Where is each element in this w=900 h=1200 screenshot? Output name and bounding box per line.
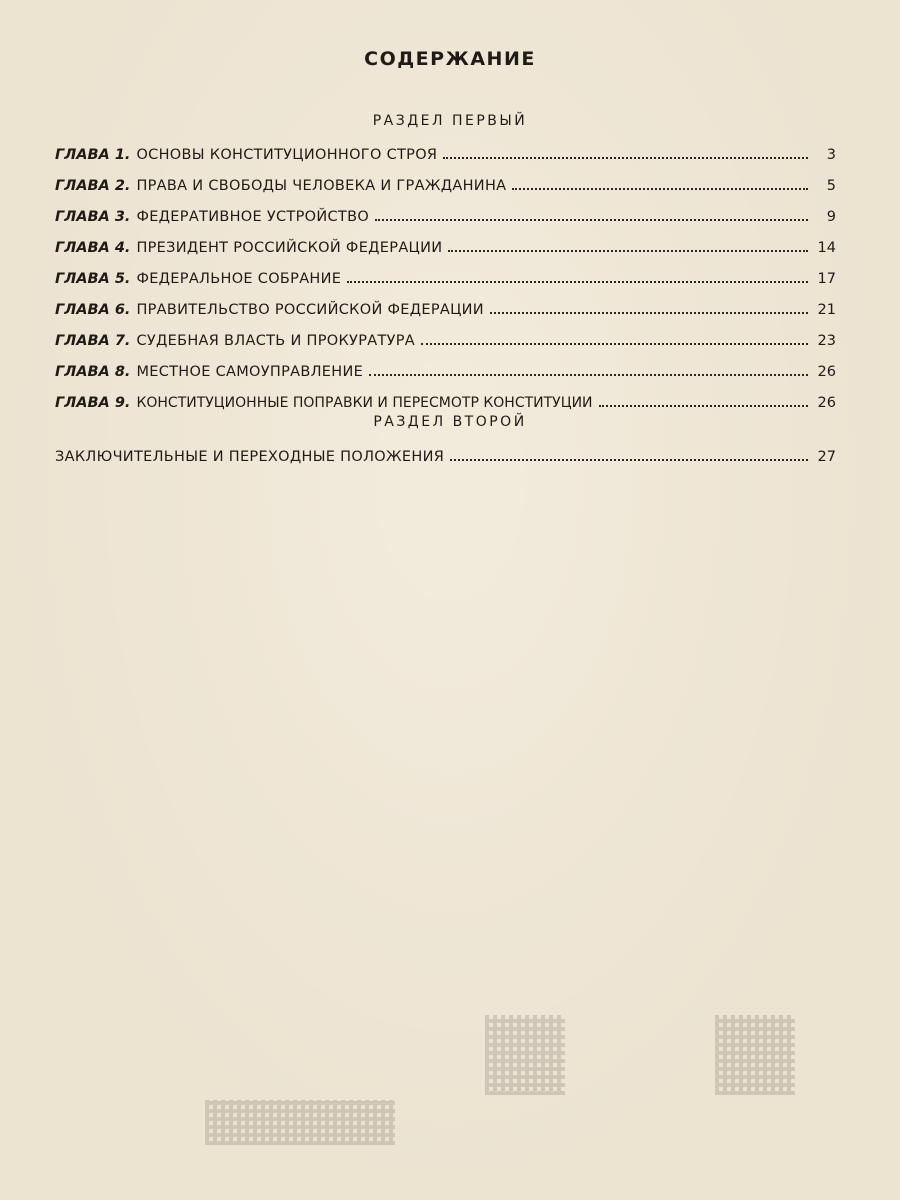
toc-entry-chapter-8[interactable]: [55, 358, 836, 380]
entry-title: ЗАКЛЮЧИТЕЛЬНЫЕ И ПЕРЕХОДНЫЕ ПОЛОЖЕНИЯ: [55, 449, 445, 465]
chapter-title: ПРАВИТЕЛЬСТВО РОССИЙСКОЙ ФЕДЕРАЦИИ: [136, 302, 484, 318]
toc-entry-chapter-4[interactable]: [55, 234, 836, 256]
contents-title: СОДЕРЖАНИЕ: [364, 48, 536, 70]
dot-leader: [443, 157, 808, 159]
chapter-title: ПРАВА И СВОБОДЫ ЧЕЛОВЕКА И ГРАЖДАНИНА: [136, 178, 507, 194]
chapter-label: ГЛАВА 2.: [55, 178, 131, 194]
bleed-through-qr-right: [715, 1015, 795, 1095]
chapter-label: ГЛАВА 5.: [55, 271, 131, 287]
chapter-title: МЕСТНОЕ САМОУПРАВЛЕНИЕ: [136, 364, 364, 380]
toc-entry-chapter-7[interactable]: [55, 327, 836, 349]
chapter-title: СУДЕБНАЯ ВЛАСТЬ И ПРОКУРАТУРА: [136, 333, 416, 349]
page-number: 26: [817, 395, 836, 411]
toc-entry-final-provisions[interactable]: [55, 443, 836, 465]
page-number: 17: [817, 271, 836, 287]
dot-leader: [347, 281, 808, 283]
chapter-title: ОСНОВЫ КОНСТИТУЦИОННОГО СТРОЯ: [136, 147, 438, 163]
page-number: 26: [817, 364, 836, 380]
chapter-label: ГЛАВА 9.: [55, 395, 131, 411]
page-number: 9: [826, 209, 836, 225]
toc-entry-chapter-3[interactable]: [55, 203, 836, 225]
bleed-through-barcode: [205, 1100, 395, 1145]
chapter-title: ПРЕЗИДЕНТ РОССИЙСКОЙ ФЕДЕРАЦИИ: [136, 240, 443, 256]
dot-leader: [369, 374, 808, 376]
bleed-through-qr-left: [485, 1015, 565, 1095]
toc-entry-chapter-9[interactable]: [55, 389, 836, 411]
dot-leader: [512, 188, 808, 190]
chapter-label: ГЛАВА 1.: [55, 147, 131, 163]
section-heading-second: РАЗДЕЛ ВТОРОЙ: [373, 414, 527, 430]
toc-entry-chapter-5[interactable]: [55, 265, 836, 287]
dot-leader: [450, 459, 808, 461]
chapter-label: ГЛАВА 8.: [55, 364, 131, 380]
dot-leader: [375, 219, 808, 221]
chapter-label: ГЛАВА 4.: [55, 240, 131, 256]
dot-leader: [599, 405, 808, 407]
section-heading-first: РАЗДЕЛ ПЕРВЫЙ: [372, 113, 528, 129]
chapter-label: ГЛАВА 7.: [55, 333, 131, 349]
dot-leader: [421, 343, 808, 345]
chapter-title: ФЕДЕРАТИВНОЕ УСТРОЙСТВО: [136, 209, 370, 225]
page-number: 23: [817, 333, 836, 349]
chapter-label: ГЛАВА 6.: [55, 302, 131, 318]
toc-entry-chapter-1[interactable]: [55, 141, 836, 163]
toc-entry-chapter-6[interactable]: [55, 296, 836, 318]
toc-entry-chapter-2[interactable]: [55, 172, 836, 194]
chapter-title: ФЕДЕРАЛЬНОЕ СОБРАНИЕ: [136, 271, 342, 287]
page-number: 27: [817, 449, 836, 465]
dot-leader: [448, 250, 808, 252]
page-number: 3: [826, 147, 836, 163]
dot-leader: [490, 312, 808, 314]
chapter-title: КОНСТИТУЦИОННЫЕ ПОПРАВКИ И ПЕРЕСМОТР КОНСТИТУЦИИ: [136, 395, 593, 411]
page-number: 21: [817, 302, 836, 318]
chapter-label: ГЛАВА 3.: [55, 209, 131, 225]
page-number: 14: [817, 240, 836, 256]
page-number: 5: [826, 178, 836, 194]
